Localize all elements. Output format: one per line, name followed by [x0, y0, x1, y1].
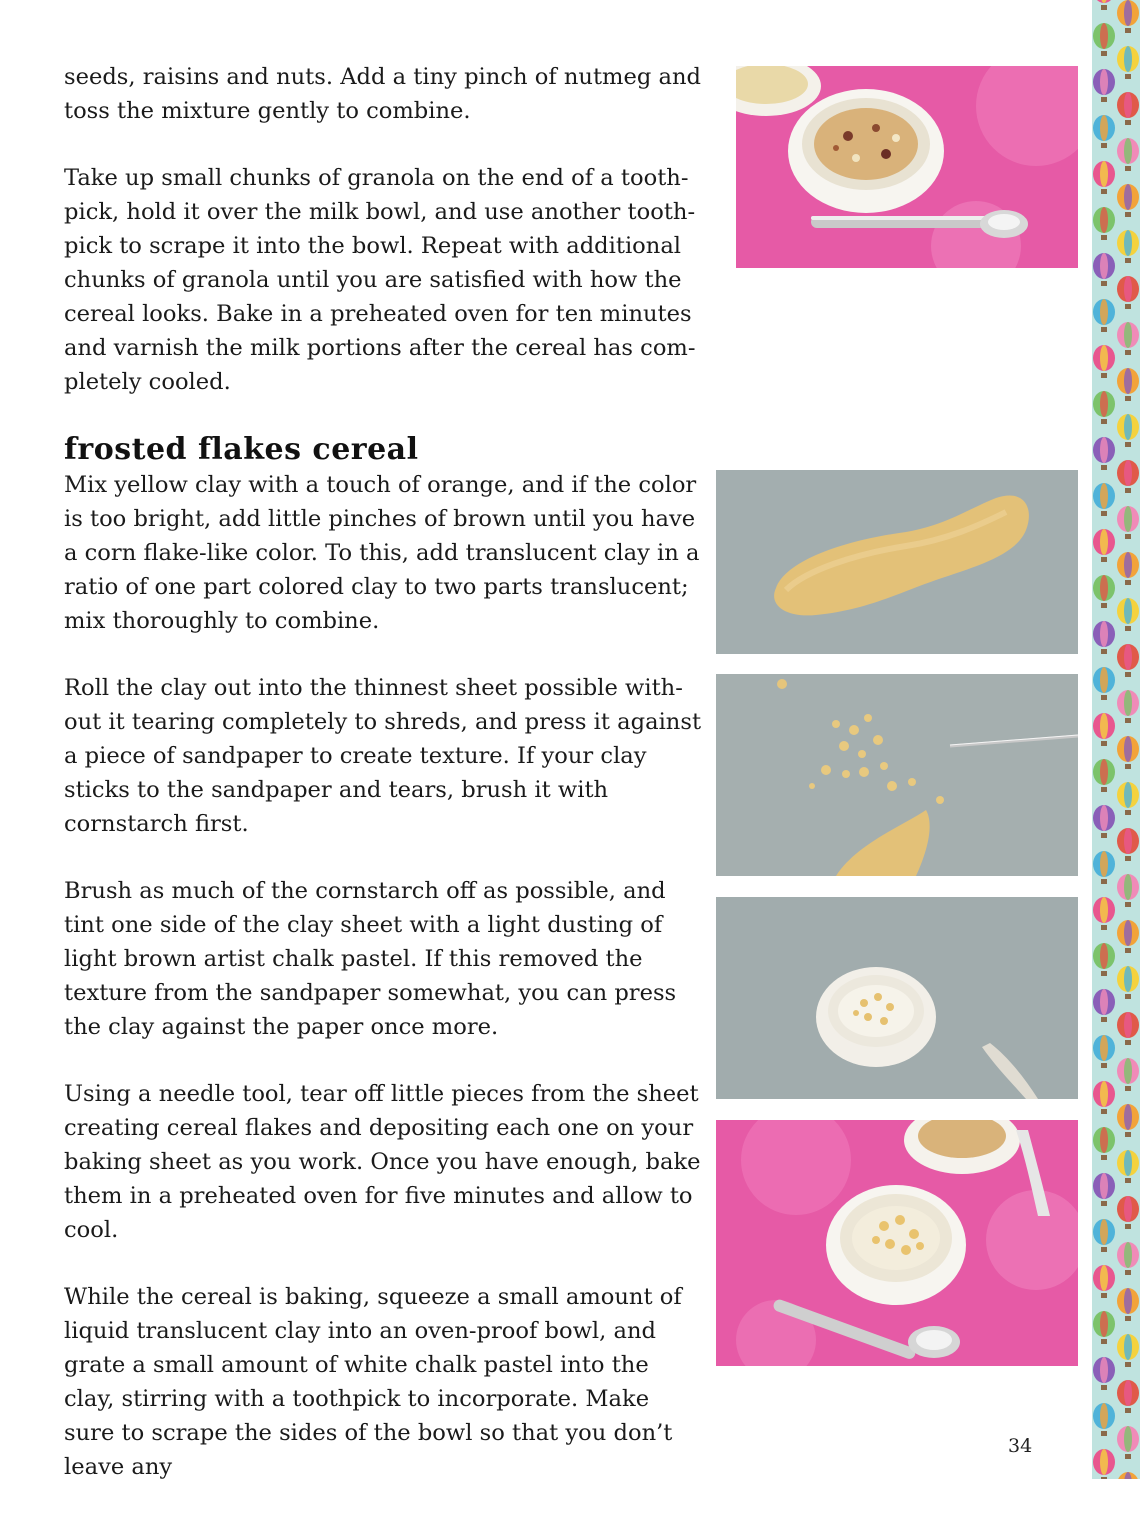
balloon-decoration	[1117, 506, 1139, 539]
balloon-decoration	[1117, 138, 1139, 171]
balloon-decoration	[1093, 943, 1115, 976]
balloon-decoration	[1117, 966, 1139, 999]
balloon-decoration	[1093, 1219, 1115, 1252]
balloon-decoration	[1117, 1380, 1139, 1413]
photo-bowl-flakes	[716, 897, 1078, 1099]
paragraph: While the cereal is baking, squeeze a small amount of liquid translucent clay into an oven-proof bowl, and grate a small amount of white chalk pastel into the clay, stirring with a toothpick to incorporate. Make sure to scrape the sides of the bowl so that you don’t leave any	[64, 1284, 682, 1480]
section-heading: frosted flakes cereal	[64, 432, 419, 467]
balloon-decoration	[1117, 1196, 1139, 1229]
balloon-decoration	[1117, 276, 1139, 309]
balloon-decoration	[1093, 1265, 1115, 1298]
paragraph: Take up small chunks of granola on the end of a tooth-pick, hold it over the milk bowl, and use another tooth-pick to scrape it into the bowl. Repeat with additional chunks of granola until you are satisfied with how the cereal looks. Bake in a preheated oven for ten minutes and varnish the milk portions after the cereal has com-pletely cooled.	[64, 165, 696, 395]
balloon-decoration	[1117, 690, 1139, 723]
balloon-decoration	[1093, 115, 1115, 148]
balloon-decoration	[1117, 1334, 1139, 1367]
balloon-decoration	[1117, 552, 1139, 585]
balloon-decoration	[1117, 1288, 1139, 1321]
balloon-decoration	[1093, 253, 1115, 286]
balloon-decoration	[1093, 69, 1115, 102]
balloon-decoration	[1117, 736, 1139, 769]
balloon-decoration	[1117, 1104, 1139, 1137]
balloon-decoration	[1093, 0, 1115, 10]
balloon-decoration	[1093, 483, 1115, 516]
balloon-decoration	[1117, 92, 1139, 125]
balloon-decoration	[1093, 529, 1115, 562]
balloon-decoration	[1117, 368, 1139, 401]
balloon-decoration	[1117, 874, 1139, 907]
balloon-decoration	[1093, 989, 1115, 1022]
balloon-decoration	[1117, 644, 1139, 677]
balloon-decoration	[1117, 1150, 1139, 1183]
paragraph: Using a needle tool, tear off little pieces from the sheet creating cereal flakes and depositing each one on your baking sheet as you work. Once you have enough, bake them in a preheated oven for five minutes and allow to cool.	[64, 1081, 701, 1243]
balloon-decoration	[1093, 713, 1115, 746]
photo-granola-bowl	[736, 66, 1078, 268]
main-text-column	[64, 60, 704, 1517]
balloon-decoration	[1093, 1311, 1115, 1344]
balloon-decoration	[1117, 414, 1139, 447]
balloon-decoration	[1093, 207, 1115, 240]
paragraph: seeds, raisins and nuts. Add a tiny pinch of nutmeg and toss the mixture gently to combine.	[64, 64, 701, 124]
balloon-decoration	[1117, 46, 1139, 79]
balloon-decoration	[1093, 437, 1115, 470]
balloon-decoration	[1117, 184, 1139, 217]
page-number: 34	[1008, 1435, 1033, 1457]
balloon-decoration	[1093, 759, 1115, 792]
balloon-decoration	[1117, 230, 1139, 263]
balloon-decoration	[1117, 920, 1139, 953]
decorative-balloon-strip	[1092, 0, 1140, 1479]
balloon-decoration	[1093, 805, 1115, 838]
balloon-decoration	[1093, 897, 1115, 930]
balloon-decoration	[1093, 1035, 1115, 1068]
balloon-decoration	[1117, 1472, 1139, 1479]
balloon-decoration	[1093, 1449, 1115, 1479]
balloon-decoration	[1093, 1081, 1115, 1114]
paragraph: Mix yellow clay with a touch of orange, and if the color is too bright, add little pinches of brown until you have a corn flake-like color. To this, add translucent clay in a ratio of one part colored clay to two parts translucent; mix thoroughly to combine.	[64, 472, 700, 634]
balloon-decoration	[1093, 575, 1115, 608]
balloon-decoration	[1117, 1426, 1139, 1459]
balloon-decoration	[1093, 1403, 1115, 1436]
balloon-decoration	[1117, 828, 1139, 861]
photo-flakes-needle	[716, 674, 1078, 876]
photo-clay-sheet	[716, 470, 1078, 654]
paragraph: Roll the clay out into the thinnest sheet possible with-out it tearing completely to shreds, and press it against a piece of sandpaper to create texture. If your clay sticks to the sandpaper and tears, brush it with cornstarch first.	[64, 675, 702, 837]
balloon-decoration	[1093, 161, 1115, 194]
balloon-decoration	[1117, 322, 1139, 355]
balloon-decoration	[1117, 0, 1139, 33]
balloon-decoration	[1117, 1058, 1139, 1091]
balloon-decoration	[1093, 1173, 1115, 1206]
photo-finished-cereal	[716, 1120, 1078, 1366]
balloon-decoration	[1117, 598, 1139, 631]
balloon-decoration	[1093, 851, 1115, 884]
balloon-decoration	[1117, 1242, 1139, 1275]
balloon-decoration	[1093, 1127, 1115, 1160]
balloon-decoration	[1093, 667, 1115, 700]
balloon-decoration	[1093, 299, 1115, 332]
balloon-decoration	[1117, 1012, 1139, 1045]
balloon-decoration	[1117, 460, 1139, 493]
balloon-decoration	[1093, 1357, 1115, 1390]
balloon-decoration	[1093, 621, 1115, 654]
balloon-decoration	[1093, 345, 1115, 378]
paragraph: Brush as much of the cornstarch off as possible, and tint one side of the clay sheet with a light dusting of light brown artist chalk pastel. If this removed the texture from the sandpaper somewhat, you can press the clay against the paper once more.	[64, 878, 677, 1040]
balloon-decoration	[1093, 391, 1115, 424]
balloon-decoration	[1093, 23, 1115, 56]
balloon-decoration	[1117, 782, 1139, 815]
